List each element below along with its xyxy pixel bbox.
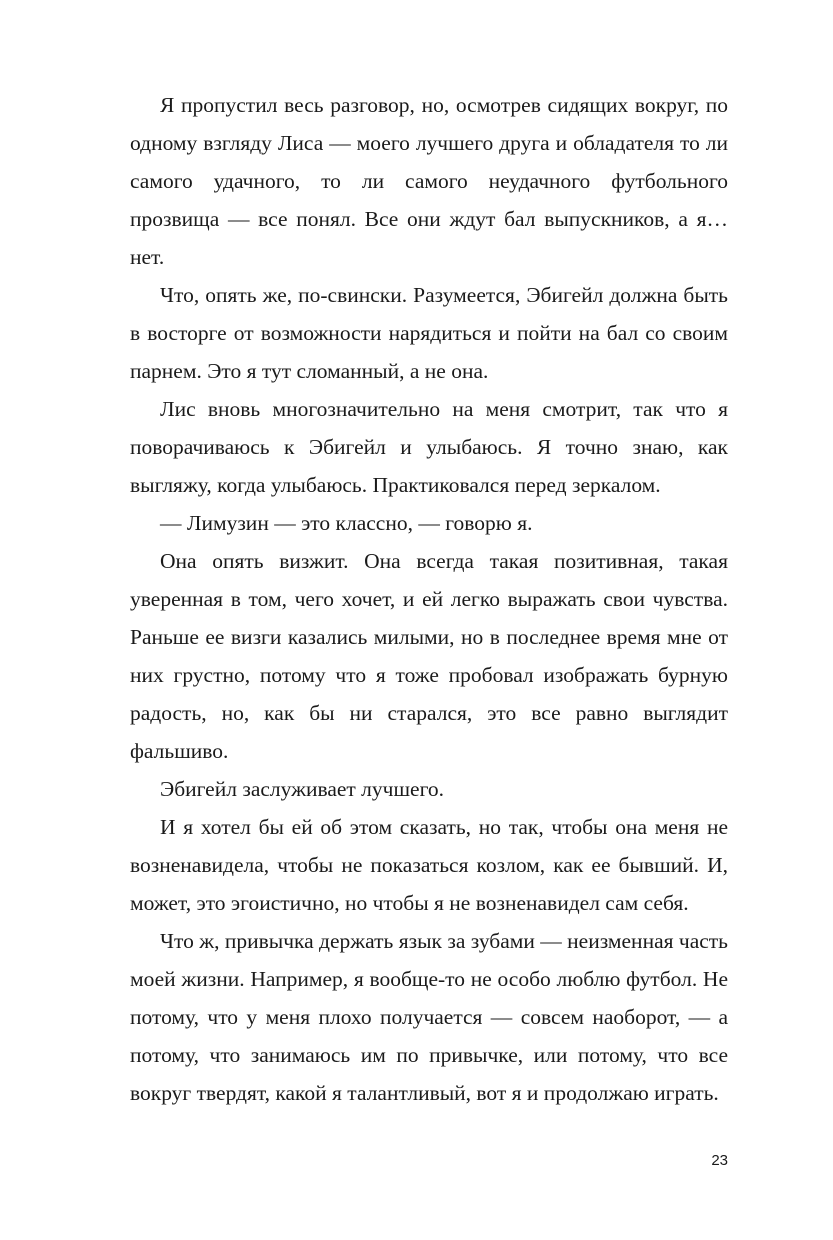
paragraph-1: Я пропустил весь разговор, но, осмотрев сидящих вокруг, по одному взгляду Лиса — моего лучшего друга и обладателя то ли самого удачного, то ли самого неудачного футбольного прозвища — все понял. Все они ждут бал выпускников, а я… нет. [130, 93, 728, 269]
paragraph-8: Что ж, привычка держать язык за зубами — неизменная часть моей жизни. Например, я вообще-то не особо люблю футбол. Не потому, что у меня плохо получается — совсем наоборот, — а потому, что занимаюсь им по привычке, или потому, что все вокруг твердят, какой я талантливый, вот я и продолжаю играть. [130, 929, 728, 1105]
page-number: 23 [711, 1152, 728, 1169]
paragraph-7: И я хотел бы ей об этом сказать, но так, чтобы она меня не возненавидела, чтобы не показаться козлом, как ее бывший. И, может, это эгоистично, но чтобы я не возненавидел сам себя. [130, 815, 728, 915]
paragraph-6: Эбигейл заслуживает лучшего. [160, 777, 444, 801]
paragraph-4-dialogue: — Лимузин — это классно, — говорю я. [160, 511, 533, 535]
body-text [130, 86, 728, 1112]
paragraph-5: Она опять визжит. Она всегда такая позитивная, такая уверенная в том, чего хочет, и ей легко выражать свои чувства. Раньше ее визги казались милыми, но в последнее время мне от них грустно, потому что я тоже пробовал изображать бурную радость, но, как бы ни старался, это все равно выглядит фальшиво. [130, 549, 728, 763]
paragraph-2: Что, опять же, по-свински. Разумеется, Эбигейл должна быть в восторге от возможности нарядиться и пойти на бал со своим парнем. Это я тут сломанный, а не она. [130, 283, 728, 383]
paragraph-3: Лис вновь многозначительно на меня смотрит, так что я поворачиваюсь к Эбигейл и улыбаюсь. Я точно знаю, как выгляжу, когда улыбаюсь. Практиковался перед зеркалом. [130, 397, 728, 497]
